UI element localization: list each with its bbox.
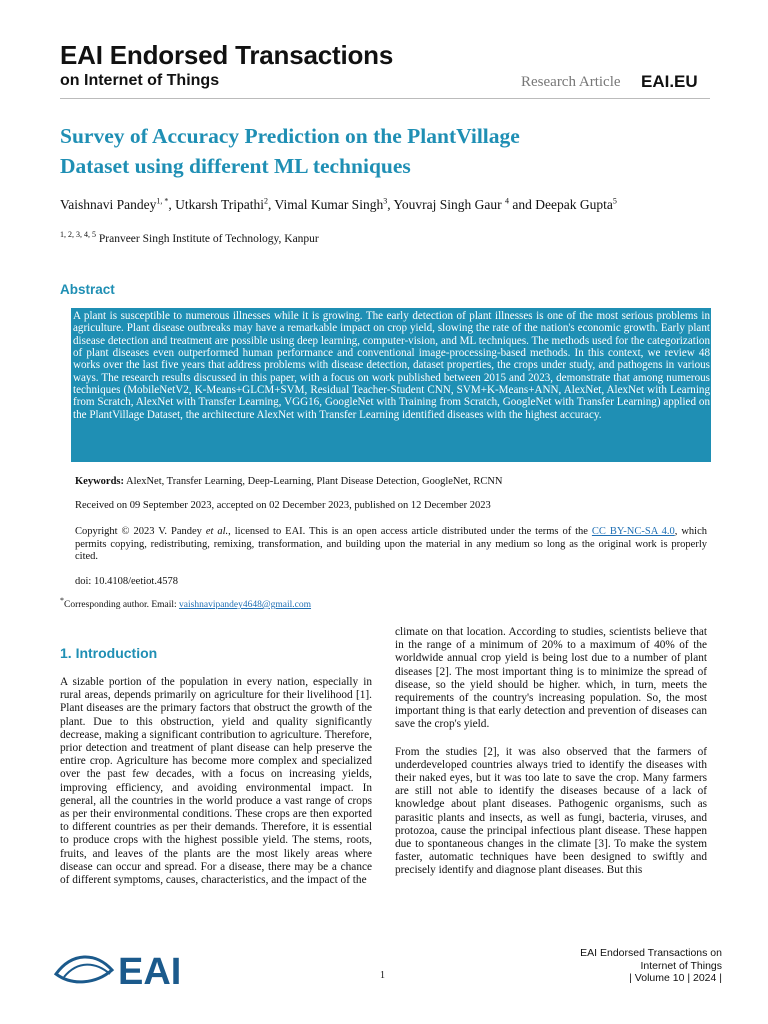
- author-name: Vimal Kumar Singh: [274, 197, 384, 212]
- brand-mark[interactable]: EAI.EU: [641, 72, 698, 91]
- copyright-notice: [75, 526, 707, 564]
- author-affiliation-marker: 2: [264, 196, 268, 206]
- author-name: Utkarsh Tripathi: [175, 197, 264, 212]
- license-link[interactable]: CC BY-NC-SA 4.0: [591, 526, 675, 537]
- header-divider: [60, 98, 710, 99]
- affiliation: [60, 230, 319, 245]
- paragraph: From the studies [2], it was also observed that the farmers of underdeveloped countries always tried to identify the diseases with their naked eyes, but it was too late to save the crop. Many farmers are still not able to identify the diseases because of a lack of knowledge about plant diseases. Pathogenic organisms, such as parasitic plants and insects, as well as fungi, bacteria, viruses, and protozoa, cause the principal infectious plant disease. These happen due to spontaneous changes in the climate [3]. To make the system faster, automatic techniques have been designed to swiftly and precisely identify and diagnose plant diseases. But this: [395, 745, 707, 877]
- journal-title: EAI Endorsed Transactions: [60, 40, 394, 70]
- author-affiliation-marker: 5: [612, 196, 617, 206]
- keywords-label: Keywords:: [75, 476, 124, 487]
- corresponding-author: [60, 595, 312, 610]
- author-affiliation-marker: 1, *: [156, 196, 169, 206]
- author-name: Deepak Gupta: [535, 197, 613, 212]
- corresponding-marker: *: [60, 595, 64, 605]
- keywords-list: AlexNet, Transfer Learning, Deep-Learning, Plant Disease Detection, GoogleNet, RCNN: [124, 476, 503, 487]
- author-list: [60, 197, 617, 213]
- author-affiliation-marker: 4: [504, 196, 509, 206]
- author-name: Youvraj Singh Gaur: [393, 197, 505, 212]
- copyright-middle: , licensed to EAI. This is an open access article distributed under the terms of the: [228, 526, 592, 537]
- article-type-label: Research Article: [521, 74, 621, 90]
- footer-line-3: | Volume 10 | 2024 |: [629, 972, 722, 984]
- copyright-prefix: Copyright © 2023 V. Pandey: [75, 526, 206, 537]
- corresponding-email-link[interactable]: vaishnavipandey4648@gmail.com: [179, 600, 312, 610]
- doi: doi: 10.4108/eetiot.4578: [75, 576, 178, 587]
- paper-title: [60, 121, 700, 181]
- eai-logo: [52, 944, 222, 992]
- copyright-suffix: , which permits copying, redistributing, remixing, transformation, and building upon the material in any medium so long as the original work is properly cited.: [75, 526, 707, 562]
- footer-line-2: Internet of Things: [640, 959, 722, 972]
- left-column: [60, 676, 372, 887]
- logo-text: EAI: [118, 951, 182, 992]
- paragraph: climate on that location. According to studies, scientists believe that in the range of a minimum of 20% to a maximum of 40% of the worldwide annual crop yield is being lost due to a number of plant diseases [2]. The most important thing is to minimize the spread of disease, so the yield should be higher. which, in turn, meets the requirements of the country's increasing population. So, the most important thing is that early detection and prevention of diseases can save the crop's yield.: [395, 626, 707, 731]
- author-separator: ,: [268, 197, 275, 212]
- paragraph: A sizable portion of the population in every nation, especially in rural areas, depends primarily on agriculture for their livelihood [1]. Plant diseases are the primary factors that obstruct the growth of the plant. Due to this obstruction, yield and quality significantly decrease, making a significant contribution to agriculture. Therefore, prior detection and treatment of plant disease can help preserve the entire crop. Agriculture has become more complex and specialized over the past few decades, with a focus on increasing yields, improving efficiency, and avoiding environmental impact. In general, all the countries in the world produce a vast range of crops as per their environmental conditions. These crops are then exported to different countries as per their demands. Therefore, it is essential to produce crops with the highest possible yield. The stems, roots, fruits, and leaves of the plants are the most likely areas where disease can occur and spread. For a disease, there may be a chance of different symptoms, causes, characteristics, and the impact of the: [60, 676, 372, 887]
- author-separator: and: [508, 197, 536, 212]
- paper-title-line-2: Dataset using different ML techniques: [60, 154, 411, 178]
- affiliation-text: Pranveer Singh Institute of Technology, Kanpur: [96, 233, 319, 245]
- footer-journal: [500, 947, 722, 985]
- journal-subtitle: on Internet of Things: [60, 72, 220, 89]
- author-name: Vaishnavi Pandey: [60, 197, 157, 212]
- affiliation-marker: 1, 2, 3, 4, 5: [60, 230, 96, 240]
- abstract-text: A plant is susceptible to numerous illnesses while it is growing. The early detection of plant illnesses is one of the most serious problems in agriculture. Plant disease outbreaks may have a remarkable impact on crop yield, slowing the rate of the nation's economic growth. Early plant disease detection and treatment are possible using deep learning, computer-vision, and ML techniques. The methods used for the categorization of plant diseases even outperformed human performance and conventional image-processing-based methods. In this context, we review 48 works over the last five years that address problems with disease detection, dataset properties, the crops under study, and pathogens in various ways. The research results discussed in this paper, with a focus on work published between 2015 and 2023, demonstrate that among numerous techniques (MobileNetV2, K-Means+GLCM+SVM, Residual Teacher-Student CNN, SVM+K-Means+ANN, AlexNet, AlexNet with Learning from Scratch, AlexNet with Transfer Learning, VGG16, GoogleNet with Training from Scratch, GoogleNet with Transfer Learning) applied on the PlantVillage Dataset, the architecture AlexNet with Transfer Learning identified diseases with the highest accuracy.: [71, 308, 711, 462]
- paper-title-line-1: Survey of Accuracy Prediction on the PlantVillage: [60, 124, 520, 148]
- author-separator: ,: [387, 197, 394, 212]
- copyright-etal: et al.: [205, 526, 229, 537]
- footer-line-1: EAI Endorsed Transactions on: [580, 947, 722, 959]
- right-column: [395, 626, 707, 878]
- keywords: [75, 476, 715, 487]
- author-separator: ,: [168, 197, 176, 212]
- corresponding-label: Corresponding author. Email:: [64, 600, 180, 610]
- section-heading-introduction: 1. Introduction: [60, 645, 158, 661]
- publication-dates: Received on 09 September 2023, accepted on 02 December 2023, published on 12 December 2023: [75, 500, 491, 511]
- author-affiliation-marker: 3: [383, 196, 388, 206]
- abstract-heading: Abstract: [60, 282, 115, 297]
- page-number: 1: [380, 970, 385, 981]
